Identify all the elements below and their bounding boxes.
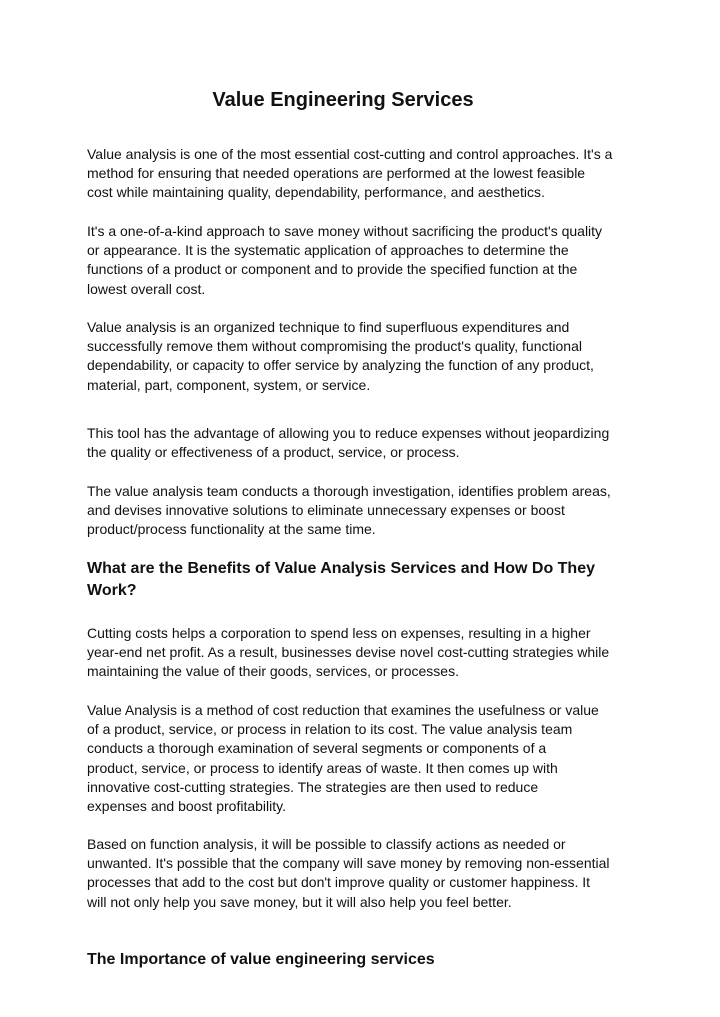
intro-paragraph-1: Value analysis is one of the most essential cost-cutting and control approaches. It's a method for ensuring that needed operations are performed at the lowest feasible cost while maintaining quality, dependability, performance, and aesthetics. bbox=[87, 146, 613, 201]
intro-paragraph-3: Value analysis is an organized technique to find superfluous expenditures and successfully remove them without compromising the product's quality, functional dependability, or capacity to offer service by analyzing the function of any product, material, part, component, system, or service. bbox=[87, 319, 594, 393]
intro-paragraph-4: This tool has the advantage of allowing you to reduce expenses without jeopardizing the quality or effectiveness of a product, service, or process. bbox=[87, 425, 610, 461]
benefits-paragraph-2: Value Analysis is a method of cost reduction that examines the usefulness or value of a product, service, or process in relation to its cost. The value analysis team conducts a thorough examination of several segments or components of a product, service, or process to identify areas of waste. It then comes up with innovative cost-cutting strategies. The strategies are then used to reduce expenses and boost profitability. bbox=[87, 702, 599, 815]
benefits-paragraph-1: Cutting costs helps a corporation to spend less on expenses, resulting in a higher year-end net profit. As a result, businesses devise novel cost-cutting strategies while maintaining the value of their goods, services, or processes. bbox=[87, 625, 610, 680]
intro-paragraph-5: The value analysis team conducts a thorough investigation, identifies problem areas, and devises innovative solutions to eliminate unnecessary expenses or boost product/process functionality at the same time. bbox=[87, 483, 611, 538]
intro-paragraph-2: It's a one-of-a-kind approach to save money without sacrificing the product's quality or appearance. It is the systematic application of approaches to determine the functions of a product or component and to provide the specified function at the lowest overall cost. bbox=[87, 223, 603, 297]
section-heading-benefits: What are the Benefits of Value Analysis Services and How Do They Work? bbox=[87, 560, 595, 599]
page-title: Value Engineering Services bbox=[212, 89, 474, 111]
benefits-paragraph-3: Based on function analysis, it will be possible to classify actions as needed or unwanted. It's possible that the company will save money by removing non-essential processes that add to the cost but don't improve quality or customer happiness. It will not only help you save money, but it will also help you feel better. bbox=[87, 836, 610, 910]
section-heading-importance: The Importance of value engineering services bbox=[87, 951, 435, 968]
